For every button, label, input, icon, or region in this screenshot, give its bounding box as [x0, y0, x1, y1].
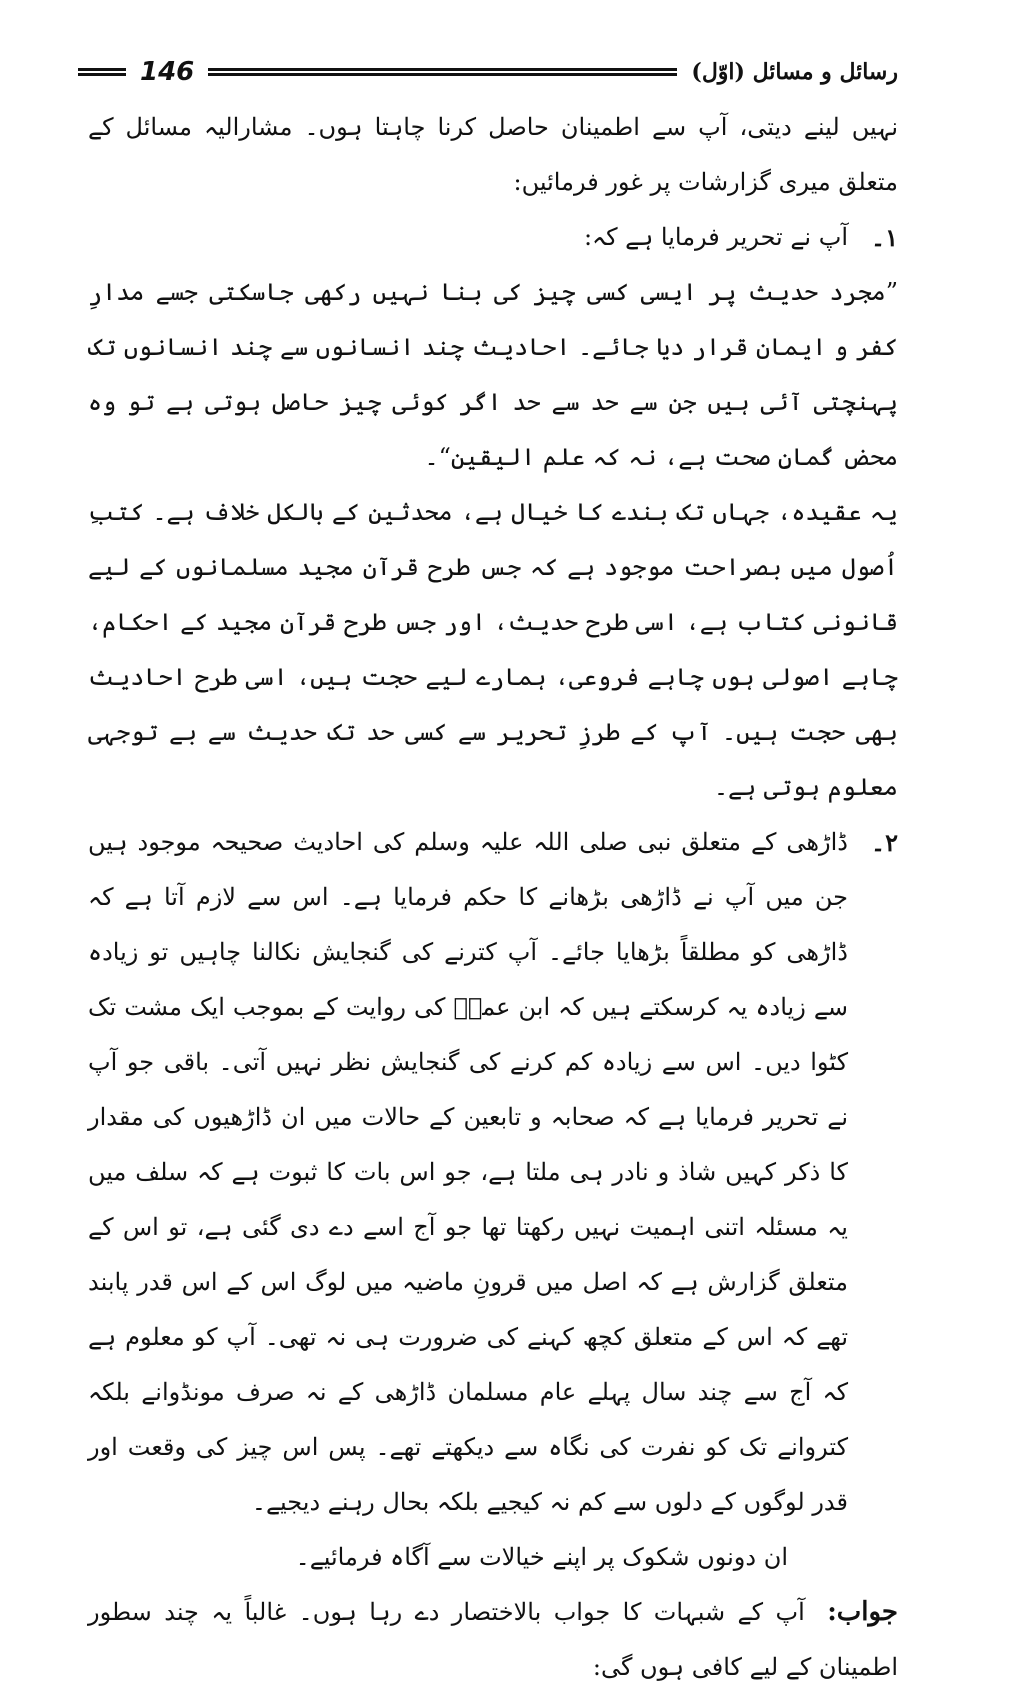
item-2-text: ڈاڑھی کے متعلق نبی صلی اللہ علیہ وسلم کی احادیث صحیحہ موجود ہیں جن میں آپ نے ڈاڑھی بڑھانے کا حکم فرمایا ہے۔ اس سے لازم آتا ہے کہ ڈاڑھی کو مطلقاً بڑھایا جائے۔ آپ کترنے کی گنجایش نکالنا چاہیں تو زیادہ سے زیادہ یہ کرسکتے ہیں کہ ابن عمرؓ کی روایت کے بموجب ایک مشت تک کٹوا دیں۔ اس سے زیادہ کم کرنے کی گنجایش نظر نہیں آتی۔ باقی جو آپ نے تحریر فرمایا ہے کہ صحابہ و تابعین کے حالات میں ان ڈاڑھیوں کی مقدار کا ذکر کہیں شاذ و نادر ہی ملتا ہے، جو اس بات کا ثبوت ہے کہ سلف میں یہ مسئلہ اتنی اہمیت نہیں رکھتا تھا جو آج اسے دے دی گئی ہے، تو اس کے متعلق گزارش ہے کہ اصل میں قرونِ ماضیہ میں لوگ اس کے اس قدر پابند تھے کہ اس کے متعلق کچھ کہنے کی ضرورت ہی نہ تھی۔ آپ کو معلوم ہے کہ آج سے چند سال پہلے عام مسلمان ڈاڑھی کے نہ صرف مونڈوانے بلکہ کتروانے تک کو نفرت کی نگاہ سے دیکھتے تھے۔ پس اس چیز کی وقعت اور قدر لوگوں کے دلوں سے کم نہ کیجیے بلکہ بحال رہنے دیجیے۔: [88, 828, 849, 1516]
list-item-1: [88, 210, 898, 265]
header-rule: [208, 68, 677, 76]
answer-text: آپ کے شبہات کا جواب بالاختصار دے رہا ہوں۔ غالباً یہ چند سطور اطمینان کے لیے کافی ہوں گی:: [88, 1598, 898, 1681]
header-rule-left: [78, 68, 126, 76]
item-1-number: ۱۔: [871, 223, 898, 252]
paragraph-response: یہ عقیدہ، جہاں تک بندے کا خیال ہے، محدثین کے بالکل خلاف ہے۔ کتبِ اُصول میں بصراحت موجود ہے کہ جس طرح قرآن مجید مسلمانوں کے لیے قانونی کتاب ہے، اسی طرح حدیث، اور جس طرح قرآن مجید کے احکام، چاہے اصولی ہوں چاہے فروعی، ہمارے لیے حجت ہیں، اسی طرح احادیث بھی حجت ہیں۔ آپ کے طرزِ تحریر سے کسی حد تک حدیث سے بے توجہی معلوم ہوتی ہے۔: [88, 498, 898, 801]
paragraph-intro: نہیں لینے دیتی، آپ سے اطمینان حاصل کرنا چاہتا ہوں۔ مشارالیہ مسائل کے متعلق میری گزارشات پر غور فرمائیں:: [88, 113, 898, 196]
book-title: رسائل و مسائل (اوّل): [691, 59, 898, 85]
quoted-text: ”مجرد حدیث پر ایسی کسی چیز کی بنا نہیں رکھی جاسکتی جسے مدارِ کفر و ایمان قرار دیا جائے۔ احادیث چند انسانوں سے چند انسانوں تک پہنچتی آئی ہیں جن سے حد سے حد اگر کوئی چیز حاصل ہوتی ہے تو وہ محض گمانِ صحت ہے، نہ کہ علم الیقین“۔: [88, 278, 898, 471]
page-body: [88, 100, 898, 1695]
answer-paragraph: [88, 1585, 898, 1695]
page-header: [78, 52, 898, 92]
item-1-intro: آپ نے تحریر فرمایا ہے کہ:: [583, 223, 848, 251]
answer-label: جواب:: [827, 1597, 898, 1627]
closing-line: ان دونوں شکوک پر اپنے خیالات سے آگاہ فرمائیے۔: [295, 1543, 788, 1571]
item-2-number: ۲۔: [871, 828, 898, 857]
list-item-2: [88, 815, 898, 1530]
page-number: 146: [140, 57, 195, 87]
